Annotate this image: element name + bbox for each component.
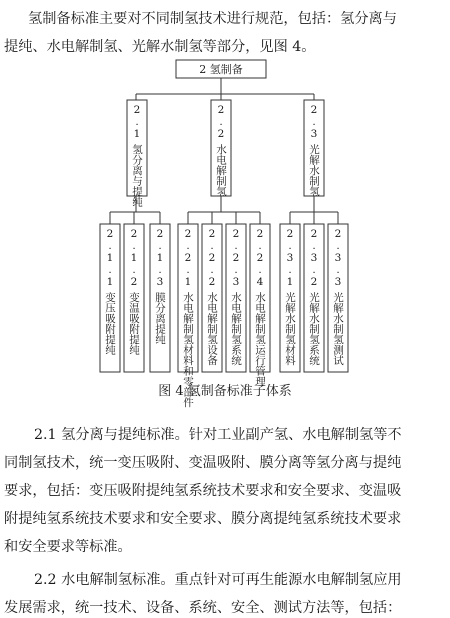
node-number: 2.2.4 [254, 228, 266, 288]
node-number: 2.2.3 [230, 228, 242, 288]
level1-node-2-1 [127, 100, 147, 207]
level2-node-2-1-1 [100, 224, 120, 355]
node-number: 2.2.1 [182, 228, 194, 288]
node-label: 光解水制氢系统 [308, 292, 320, 366]
node-label: 光解水制氢测试 [332, 292, 344, 366]
node-label: 变压吸附提纯 [104, 292, 116, 355]
section-2-2-line-1: 2.2 水电解制氢标准。重点针对可再生能源水电解制氢应用 [34, 572, 402, 588]
node-number: 2.1.1 [104, 228, 116, 288]
section-2-1-line-4: 附提纯氢系统技术要求和安全要求、膜分离提纯氢系统技术要求 [4, 511, 402, 527]
node-label: 水电解制氢设备 [206, 292, 218, 366]
intro-line-1: 氢制备标准主要对不同制氢技术进行规范，包括：氢分离与 [28, 11, 397, 27]
node-number: 2.1.2 [128, 228, 140, 288]
node-number: 2.2 [215, 104, 227, 140]
intro-line-2: 提纯、水电解制氢、光解水制氢等部分，见图 4。 [4, 39, 316, 55]
level2-node-2-3-2 [304, 224, 324, 366]
node-label: 水电解制氢 [215, 144, 227, 197]
node-label: 光解水制氢材料 [284, 292, 296, 366]
node-label: 水电解制氢运行管理 [254, 292, 266, 387]
level2-node-2-3-1 [280, 224, 300, 366]
node-label: 膜分离提纯 [154, 292, 166, 345]
root-label: 2 氢制备 [199, 63, 243, 76]
level2-node-2-1-2 [124, 224, 144, 355]
level2-node-2-2-3 [226, 224, 246, 366]
node-label: 光解水制氢 [308, 144, 320, 197]
section-2-1-line-3: 要求，包括：变压吸附提纯氢系统技术要求和安全要求、变温吸 [4, 483, 402, 499]
node-number: 2.3.2 [308, 228, 320, 288]
section-2-1-line-2: 同制氢技术，统一变压吸附、变温吸附、膜分离等氢分离与提纯 [4, 455, 402, 471]
section-2-1-line-5: 和安全要求等标准。 [4, 539, 132, 555]
figure-caption: 图 4 氢制备标准子体系 [158, 384, 292, 399]
level2-node-2-2-4 [250, 224, 270, 387]
level2-node-2-2-2 [202, 224, 222, 366]
node-number: 2.3 [308, 104, 320, 140]
node-number: 2.1 [131, 104, 143, 140]
node-label: 水电解制氢材料和零部件 [182, 292, 194, 408]
node-number: 2.3.1 [284, 228, 296, 288]
level2-node-2-3-3 [328, 224, 348, 366]
node-label: 水电解制氢系统 [230, 292, 242, 366]
node-label: 变温吸附提纯 [128, 292, 140, 355]
level1-node-2-3 [304, 100, 324, 197]
level1-node-2-2 [211, 100, 231, 197]
section-2-1-line-1: 2.1 氢分离与提纯标准。针对工业副产氢、水电解制氢等不 [34, 427, 402, 443]
node-number: 2.2.2 [206, 228, 218, 288]
section-2-2-line-2: 发展需求，统一技术、设备、系统、安全、测试方法等，包括： [4, 600, 402, 616]
node-label: 氢分离与提纯 [131, 144, 143, 207]
node-number: 2.3.3 [332, 228, 344, 288]
level2-node-2-1-3 [150, 224, 170, 345]
node-number: 2.1.3 [154, 228, 166, 288]
